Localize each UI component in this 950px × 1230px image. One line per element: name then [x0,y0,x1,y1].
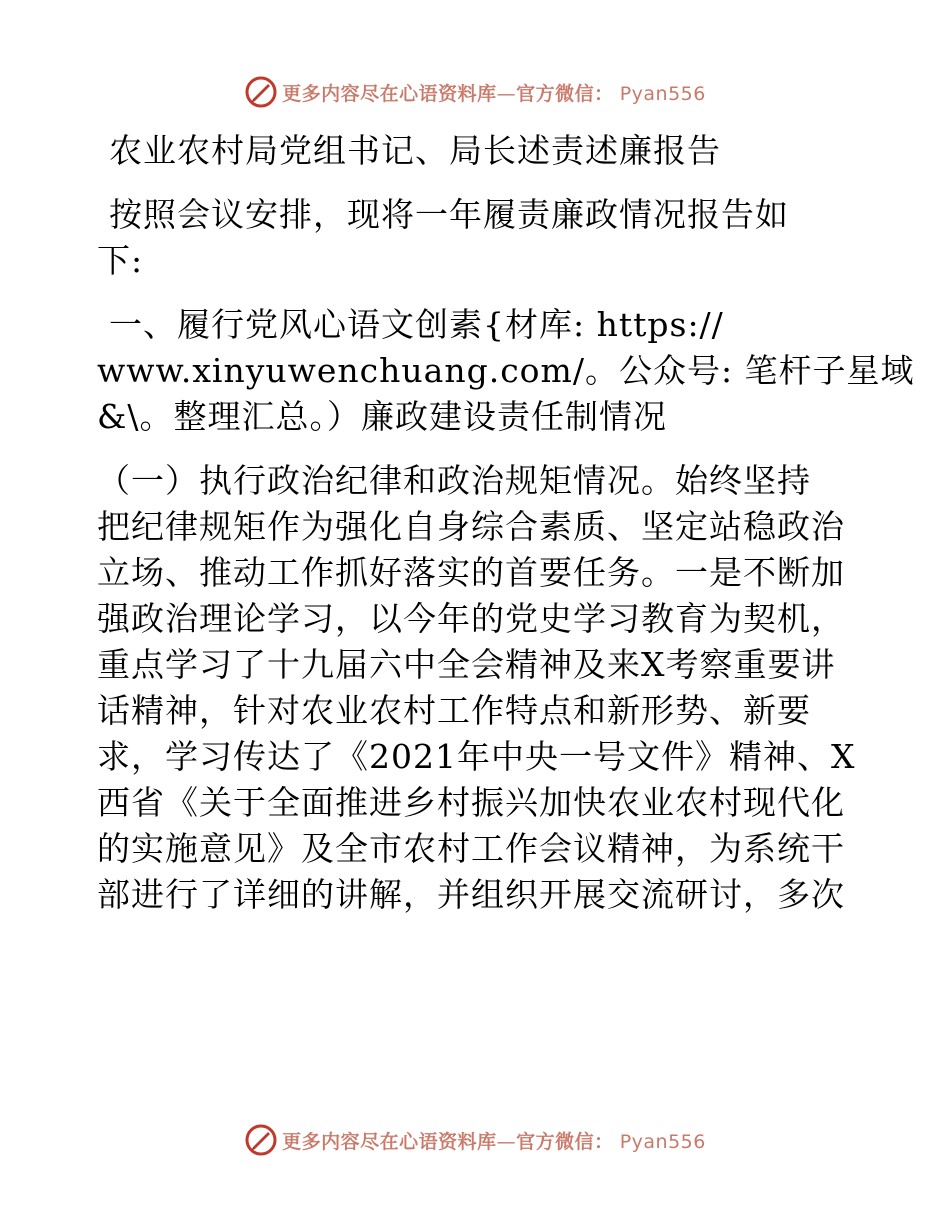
quill-pen-circle-icon [244,1123,278,1157]
paragraph-line: 立场、推动工作抓好落实的首要任务。一是不断加 [97,553,845,592]
section-line: 一、履行党风心语文创素{材库: https:// [109,305,724,344]
quill-pen-circle-icon [244,75,278,109]
banner-text [282,79,706,106]
paragraph-1 [97,458,857,918]
paragraph-line: 话精神，针对农业农村工作特点和新形势、新要 [97,691,811,730]
banner-main-text: 更多内容尽在心语资料库 [282,82,497,105]
paragraph-line: 的实施意见》及全市农村工作会议精神，为系统干 [97,829,845,868]
paragraph-line: 重点学习了十九届六中全会精神及来X考察重要讲 [97,645,836,684]
paragraph-line: 把纪律规矩作为强化自身综合素质、坚定站稳政治 [97,507,845,546]
paragraph-line: （一）执行政治纪律和政治规矩情况。始终坚持 [97,461,811,500]
document-title: 农业农村局党组书记、局长述责述廉报告 [109,131,721,170]
section-line: www.xinyuwenchuang.com/。公众号: 笔杆子星域 [97,351,915,390]
banner-text [282,1127,706,1154]
intro-line: 按照会议安排，现将一年履责廉政情况报告如 [109,195,789,234]
paragraph-line: 西省《关于全面推进乡村振兴加快农业农村现代化 [97,783,845,822]
intro-line: 下: [97,241,144,280]
header-banner [0,72,950,112]
paragraph-line: 强政治理论学习，以今年的党史学习教育为契机， [97,599,845,638]
intro-paragraph [97,192,857,284]
section-1-heading [97,302,915,440]
footer-banner [0,1120,950,1160]
banner-wechat-label: 官方微信： [516,1130,614,1153]
banner-wechat-label: 官方微信： [516,82,614,105]
banner-wechat-id: Pyan556 [619,82,706,105]
banner-dash: — [496,82,517,105]
paragraph-line: 部进行了详细的讲解，并组织开展交流研讨，多次 [97,875,845,914]
banner-main-text: 更多内容尽在心语资料库 [282,1130,497,1153]
document-body [97,122,915,918]
paragraph-line: 求，学习传达了《2021年中央一号文件》精神、X [97,737,856,776]
banner-wechat-id: Pyan556 [619,1130,706,1153]
section-line: &\。整理汇总。）廉政建设责任制情况 [97,397,667,436]
banner-dash: — [496,1130,517,1153]
